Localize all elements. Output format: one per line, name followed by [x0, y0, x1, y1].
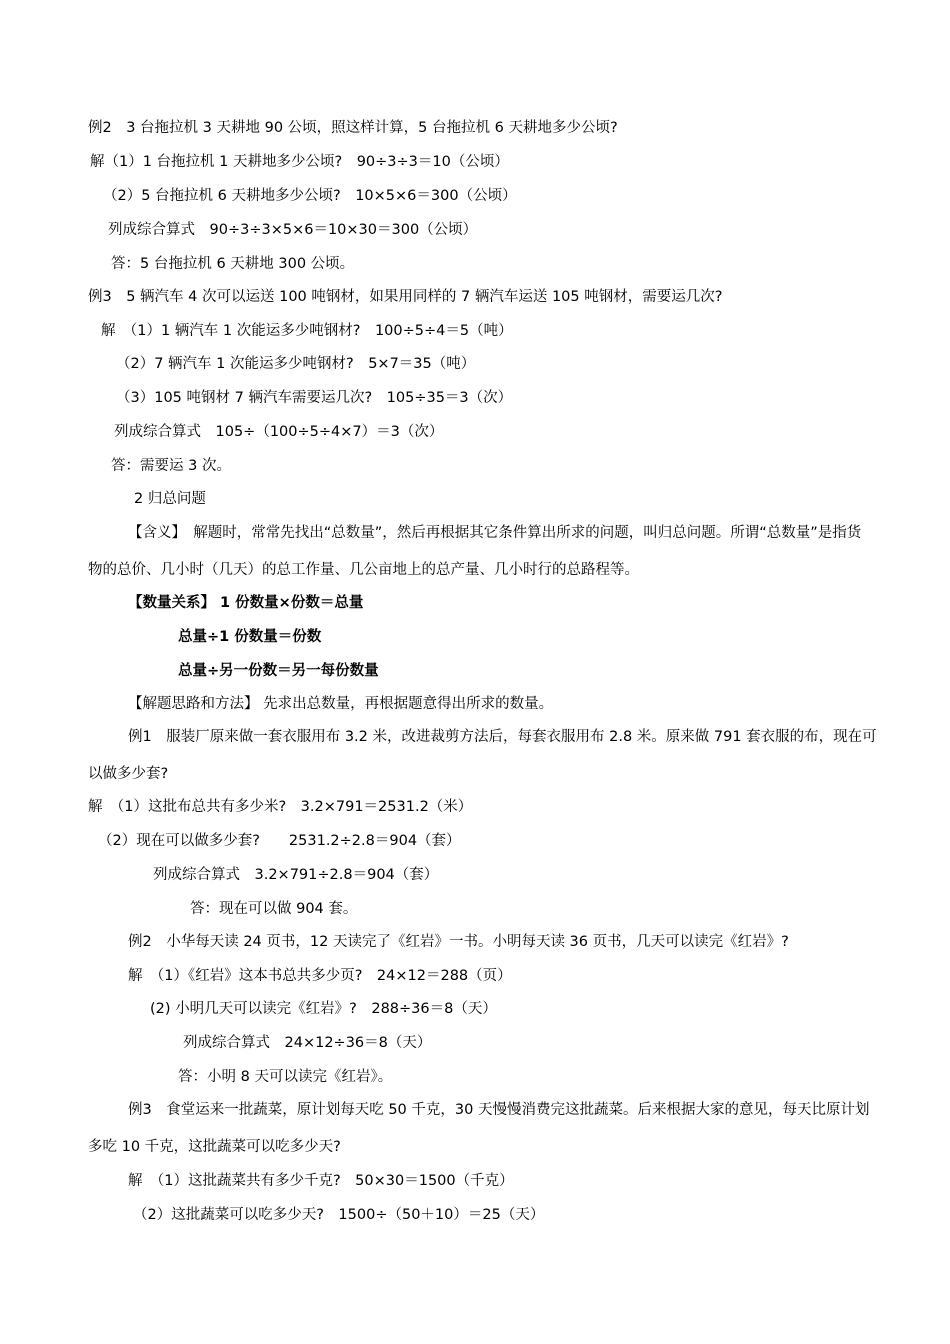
solution-step-2: (2) 小明几天可以读完《红岩》? 288÷36＝8（天） — [150, 1001, 497, 1017]
solution-step-2: （2）7 辆汽车 1 次能运多少吨钢材? 5×7＝35（吨） — [116, 356, 476, 372]
solution-step-2: （2）5 台拖拉机 6 天耕地多少公顷? 10×5×6＝300（公顷） — [103, 188, 517, 204]
answer: 答：小明 8 天可以读完《红岩》。 — [178, 1069, 393, 1085]
answer: 答：需要运 3 次。 — [111, 458, 231, 474]
example-3-question-line-2: 多吃 10 千克，这批蔬菜可以吃多少天? — [88, 1139, 341, 1155]
definition-line-2: 物的总价、几小时（几天）的总工作量、几公亩地上的总产量、几小时行的总路程等。 — [88, 562, 639, 578]
quantity-relation-3: 总量÷另一份数＝另一每份数量 — [178, 663, 379, 679]
example-2-question: 例2 小华每天读 24 页书，12 天读完了《红岩》一书。小明每天读 36 页书，几天可以读完《红岩》? — [128, 934, 789, 950]
combined-formula: 列成综合算式 24×12÷36＝8（天） — [183, 1035, 432, 1051]
combined-formula: 列成综合算式 105÷（100÷5÷4×7）＝3（次） — [114, 424, 444, 440]
quantity-relation-1: 【数量关系】 1 份数量×份数＝总量 — [128, 595, 364, 611]
solution-step-2: （2）这批蔬菜可以吃多少天? 1500÷（50＋10）＝25（天） — [133, 1207, 545, 1223]
quantity-relation-2: 总量÷1 份数量＝份数 — [178, 629, 322, 645]
example-1-question-line-2: 以做多少套? — [88, 766, 169, 782]
solution-step-1: 解 （1）1 辆汽车 1 次能运多少吨钢材? 100÷5÷4＝5（吨） — [101, 323, 513, 339]
definition-line-1: 【含义】 解题时，常常先找出“总数量”，然后再根据其它条件算出所求的问题，叫归总问题。所谓“总数量”是指货 — [128, 525, 862, 541]
example-3-question: 例3 5 辆汽车 4 次可以运送 100 吨钢材，如果用同样的 7 辆汽车运送 105 吨钢材，需要运几次? — [88, 289, 723, 305]
solution-step-1: 解（1）1 台拖拉机 1 天耕地多少公顷? 90÷3÷3＝10（公顷） — [90, 154, 509, 170]
combined-formula: 列成综合算式 90÷3÷3×5×6＝10×30＝300（公顷） — [108, 222, 478, 238]
solution-step-1: 解 （1）这批蔬菜共有多少千克? 50×30＝1500（千克） — [128, 1173, 514, 1189]
solution-step-1: 解 （1）这批布总共有多少米? 3.2×791＝2531.2（米） — [88, 799, 473, 815]
answer: 答：5 台拖拉机 6 天耕地 300 公顷。 — [111, 256, 355, 272]
example-1-question-line-1: 例1 服装厂原来做一套衣服用布 3.2 米，改进裁剪方法后，每套衣服用布 2.8 米。原来做 791 套衣服的布，现在可 — [128, 729, 877, 745]
section-heading: 2 归总问题 — [134, 491, 206, 507]
answer: 答：现在可以做 904 套。 — [190, 901, 358, 917]
solution-step-3: （3）105 吨钢材 7 辆汽车需要运几次? 105÷35＝3（次） — [116, 390, 513, 406]
method-description: 【解题思路和方法】 先求出总数量，再根据题意得出所求的数量。 — [128, 696, 554, 712]
example-3-question-line-1: 例3 食堂运来一批蔬菜，原计划每天吃 50 千克，30 天慢慢消费完这批蔬菜。后来根据大家的意见，每天比原计划 — [128, 1102, 870, 1118]
solution-step-1: 解 （1）《红岩》这本书总共多少页? 24×12＝288（页） — [128, 968, 512, 984]
example-2-question: 例2 3 台拖拉机 3 天耕地 90 公顷，照这样计算，5 台拖拉机 6 天耕地多少公顷? — [88, 120, 618, 136]
combined-formula: 列成综合算式 3.2×791÷2.8＝904（套） — [153, 867, 439, 883]
solution-step-2: （2）现在可以做多少套? 2531.2÷2.8＝904（套） — [98, 833, 461, 849]
